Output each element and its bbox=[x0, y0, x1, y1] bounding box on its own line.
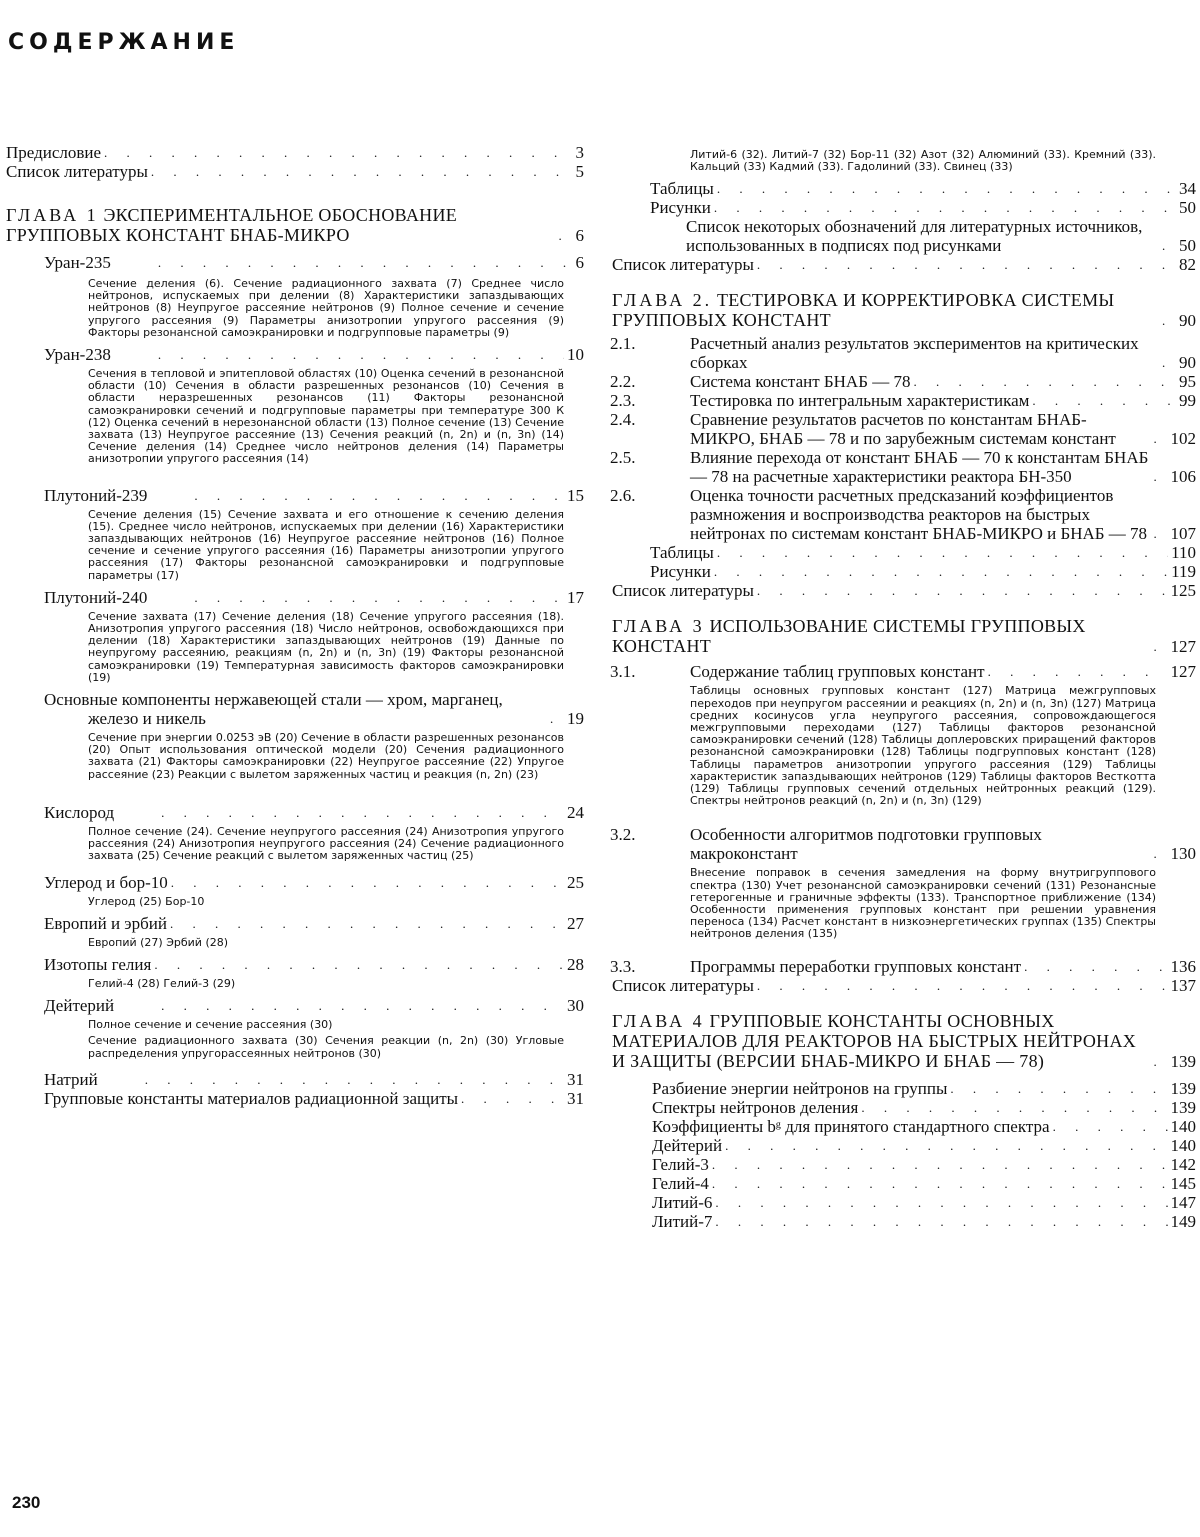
section-title: Расчетный анализ результатов экспериментов на критических сборках bbox=[690, 334, 1139, 373]
toc-entry-notation-list[interactable] bbox=[612, 217, 1196, 255]
section-title: Влияние перехода от констант БНАБ — 70 к константам БНАБ — 78 на расчетные характеристики реактора БН-350 bbox=[690, 448, 1149, 487]
toc-chapter-4[interactable] bbox=[612, 1011, 1196, 1071]
section-description: Углерод (25) Бор-10 bbox=[88, 894, 205, 908]
toc-entry-page: 130 bbox=[1170, 844, 1196, 864]
leader-dots bbox=[1162, 314, 1176, 327]
toc-entry-page: 34 bbox=[1179, 179, 1196, 199]
section-title: Плутоний-240 bbox=[44, 587, 148, 607]
toc-chapter-1[interactable] bbox=[6, 205, 584, 245]
section-description: Сечение захвата (17) Сечение деления (18) Сечение упругого рассеяния (18). Анизотропия упругого рассеяния (18) Число нейтронов, освобождающихся при делении (18) Характеристики запаздывающих нейтронов (19) Данные по неупругому рассеянию, реакциям (n, 2n) и (n, 3n) (19) Факторы резонансной самоэкранировки (19) Температурная зависимость факторов самоэкранировки (19) bbox=[88, 609, 564, 684]
section-title: Изотопы гелия bbox=[44, 954, 152, 974]
section-number bbox=[0, 996, 44, 1015]
section-title: Уран-238 bbox=[44, 345, 111, 365]
leader-dots bbox=[550, 712, 564, 725]
toc-entry-page: 99 bbox=[1179, 391, 1196, 411]
section-number: 2.5. bbox=[610, 448, 636, 468]
toc-entry-page: 142 bbox=[1170, 1154, 1196, 1174]
toc-entry-tables[interactable] bbox=[612, 179, 1196, 198]
leader-dots bbox=[1154, 847, 1168, 860]
leader-dots bbox=[757, 979, 1168, 992]
toc-chapter-3[interactable] bbox=[612, 616, 1196, 656]
toc-entry-title: Литий-6 bbox=[652, 1192, 713, 1212]
toc-entry-page: 119 bbox=[1171, 562, 1196, 582]
toc-entry-page: 50 bbox=[1179, 198, 1196, 218]
toc-section-1-12[interactable] bbox=[6, 1089, 584, 1108]
toc-entry-page: 5 bbox=[575, 162, 584, 181]
toc-entry-page: 139 bbox=[1170, 1097, 1196, 1117]
section-description: Европий (27) Эрбий (28) bbox=[88, 935, 229, 949]
leader-dots bbox=[158, 256, 573, 269]
chapter-label: ГЛАВА 4 bbox=[612, 1010, 705, 1031]
leader-dots bbox=[714, 565, 1168, 578]
toc-entry-item[interactable] bbox=[612, 1193, 1196, 1212]
leader-dots bbox=[913, 375, 1176, 388]
section-number: 2.3. bbox=[610, 391, 636, 411]
toc-entry-page: 27 bbox=[567, 913, 584, 933]
section-number bbox=[0, 253, 44, 272]
section-description: Таблицы основных групповых констант (127) Матрица межгрупповых переходов при неупругом рассеянии и реакциях (n, 2n) и (n, 3n) (127) Матрица средних косинусов угла неупругого рассеяния, сопровождающегося межгрупповыми переходами (127) Таблицы факторов резонансной самоэкранировки сечений (128) Таблицы доплеровских приращений факторов резонансной самоэкранировки (128) Таблицы подгрупповых констант (128) Таблицы параметров анизотропии упругого рассеяния (129) Таблицы характеристик запаздывающих нейтронов (129) Таблицы факторов Весткотта (129) Таблицы групповых сечений отдельных нейтронных реакций (129). Спектры нейтронов реакций (n, 2n) и (n, 3n) (129) bbox=[690, 684, 1156, 808]
leader-dots bbox=[1162, 356, 1176, 369]
section-description: Полное сечение (24). Сечение неупругого рассеяния (24) Анизотропия упругого рассеяния (24) Анизотропия неупругого рассеяния (24) Сечение радиационного захвата (25) Сечение реакций с вылетом заряженных частиц (25) bbox=[88, 824, 564, 863]
toc-section-1-2[interactable] bbox=[6, 345, 584, 364]
leader-dots bbox=[151, 165, 573, 178]
toc-entry-title: Гелий-3 bbox=[652, 1154, 709, 1174]
toc-entry-references[interactable] bbox=[612, 976, 1196, 995]
toc-entry-page: 107 bbox=[1170, 524, 1196, 544]
leader-dots bbox=[1154, 470, 1168, 483]
toc-entry-title: Таблицы bbox=[650, 179, 714, 199]
toc-section-1-11[interactable] bbox=[6, 1070, 584, 1089]
leader-dots bbox=[717, 182, 1176, 195]
section-title: Уран-235 bbox=[44, 253, 111, 272]
leader-dots bbox=[1024, 960, 1167, 973]
leader-dots bbox=[158, 348, 564, 361]
toc-entry-page: 6 bbox=[575, 226, 584, 245]
toc-entry-item[interactable] bbox=[612, 1136, 1196, 1155]
section-title: Оценка точности расчетных предсказаний коэффициентов размножения и воспроизводства реакторов на быстрых нейтронах по системам констант БНАБ-МИКРО и БНАБ — 78 bbox=[690, 486, 1148, 544]
toc-section-1-7[interactable] bbox=[6, 873, 584, 892]
toc-entry-page: 25 bbox=[567, 872, 584, 892]
toc-section-2-2[interactable] bbox=[612, 372, 1196, 391]
toc-entry-item[interactable] bbox=[612, 1155, 1196, 1174]
section-title: Основные компоненты нержавеющей стали — хром, марганец, железо и никель bbox=[44, 690, 503, 729]
leader-dots bbox=[714, 201, 1176, 214]
leader-dots bbox=[1154, 527, 1168, 540]
toc-entry-title: Таблицы bbox=[650, 543, 714, 563]
leader-dots bbox=[154, 958, 564, 971]
leader-dots bbox=[725, 1139, 1167, 1152]
toc-entry-tables[interactable] bbox=[612, 543, 1196, 562]
chapter-title: ЭКСПЕРИМЕНТАЛЬНОЕ ОБОСНОВАНИЕ ГРУППОВЫХ КОНСТАНТ БНАБ-МИКРО bbox=[6, 205, 458, 245]
toc-entry-page: 19 bbox=[567, 709, 584, 729]
toc-entry-page: 139 bbox=[1170, 1051, 1196, 1071]
toc-entry-preface[interactable] bbox=[6, 143, 584, 162]
section-number bbox=[0, 486, 44, 505]
toc-entry-figures[interactable] bbox=[612, 562, 1196, 581]
leader-dots bbox=[1032, 394, 1176, 407]
leader-dots bbox=[1154, 432, 1168, 445]
toc-entry-page: 31 bbox=[567, 1069, 584, 1089]
section-title: Натрий bbox=[44, 1069, 98, 1089]
toc-entry-page: 50 bbox=[1179, 236, 1196, 256]
section-number: 3.2. bbox=[610, 825, 636, 845]
section-title: Европий и эрбий bbox=[44, 913, 167, 933]
toc-entry-title: Литий-7 bbox=[652, 1211, 713, 1231]
toc-entry-page: 145 bbox=[1170, 1173, 1196, 1193]
section-number bbox=[0, 1070, 44, 1089]
toc-entry-title: Дейтерий bbox=[652, 1135, 723, 1155]
toc-entry-page: 6 bbox=[575, 253, 584, 272]
section-number: 2.4. bbox=[610, 410, 636, 430]
section-description: Гелий-4 (28) Гелий-3 (29) bbox=[88, 976, 236, 990]
leader-dots bbox=[1154, 1055, 1168, 1068]
toc-entry-page: 15 bbox=[567, 485, 584, 505]
toc-entry-title: Список литературы bbox=[612, 255, 754, 275]
section-title: Тестировка по интегральным характеристикам bbox=[690, 391, 1030, 411]
toc-section-2-6[interactable] bbox=[612, 486, 1196, 543]
leader-dots bbox=[861, 1101, 1167, 1114]
toc-entry-title: Коэффициенты bᵍ для принятого стандартного спектра bbox=[652, 1116, 1050, 1136]
leader-dots bbox=[194, 489, 564, 502]
leader-dots bbox=[712, 1158, 1168, 1171]
toc-section-1-10[interactable] bbox=[6, 996, 584, 1015]
toc-section-1-8[interactable] bbox=[6, 914, 584, 933]
toc-entry-page: 140 bbox=[1170, 1116, 1196, 1136]
leader-dots bbox=[757, 584, 1168, 597]
toc-section-3-2[interactable] bbox=[612, 825, 1196, 863]
section-number: 2.6. bbox=[610, 486, 636, 506]
toc-entry-title: Список литературы bbox=[612, 975, 754, 995]
section-title: Дейтерий bbox=[44, 996, 115, 1016]
toc-entry-page: 30 bbox=[567, 996, 584, 1016]
toc-section-3-3[interactable] bbox=[612, 957, 1196, 976]
toc-entry-figures[interactable] bbox=[612, 198, 1196, 217]
toc-entry-page: 127 bbox=[1170, 662, 1196, 682]
toc-entry-page: 10 bbox=[567, 345, 584, 365]
section-title: Особенности алгоритмов подготовки групповых макроконстант bbox=[690, 825, 1042, 864]
section-title: Углерод и бор-10 bbox=[44, 872, 168, 892]
leader-dots bbox=[715, 1215, 1167, 1228]
toc-chapter-2[interactable] bbox=[612, 290, 1196, 330]
toc-entry-page: 139 bbox=[1170, 1078, 1196, 1098]
leader-dots bbox=[161, 806, 564, 819]
section-number: 2.2. bbox=[610, 372, 636, 392]
leader-dots bbox=[1162, 239, 1176, 252]
leader-dots bbox=[715, 1196, 1167, 1209]
toc-entry-page: 137 bbox=[1170, 975, 1196, 995]
leader-dots bbox=[161, 999, 564, 1012]
section-number bbox=[0, 803, 44, 822]
toc-section-2-4[interactable] bbox=[612, 410, 1196, 448]
toc-entry-title: Список некоторых обозначений для литературных источников, использованных в подписях под рисунками bbox=[686, 217, 1143, 256]
section-title: Программы переработки групповых констант bbox=[690, 956, 1022, 976]
leader-dots bbox=[559, 229, 573, 242]
toc-section-2-1[interactable] bbox=[612, 334, 1196, 372]
leader-dots bbox=[988, 665, 1168, 678]
toc-entry-page: 24 bbox=[567, 802, 584, 822]
leader-dots bbox=[170, 917, 564, 930]
leader-dots bbox=[950, 1082, 1167, 1095]
toc-entry-item[interactable] bbox=[612, 1117, 1196, 1136]
section-title: Содержание таблиц групповых констант bbox=[690, 662, 985, 682]
leader-dots bbox=[461, 1092, 564, 1105]
toc-entry-page: 28 bbox=[567, 954, 584, 974]
section-description-continued: Литий-6 (32). Литий-7 (32) Бор-11 (32) Азот (32) Алюминий (33). Кремний (33). Кальций (33) Кадмий (33). Гадолиний (33). Свинец (33) bbox=[690, 148, 1156, 174]
chapter-label: ГЛАВА 3 bbox=[612, 616, 705, 637]
section-description: Сечения в тепловой и эпитепловой областях (10) Оценка сечений в резонансной области (10) Сечения в области разрешенных резонансов (10) Сечения в области неразрешенных резонансов (11) Факторы резонансной самоэкранировки сечений и подгрупповые параметры при температуре 300 К (12) Оценка сечений в нерезонансной области (13) Полное сечение (13) Сечение захвата (13) Неупругое рассеяние (13) Сечения реакций (n, 2n) и (n, 3n) (14) Сечение деления (14) Среднее число нейтронов деления (14) Параметры анизотропии упругого рассеяния (14) bbox=[88, 367, 564, 466]
section-number bbox=[0, 914, 44, 933]
toc-entry-item[interactable] bbox=[612, 1079, 1196, 1098]
toc-entry-page: 136 bbox=[1170, 956, 1196, 976]
section-description: Внесение поправок в сечения замедления на форму внутригруппового спектра (130) Учет резонансной самоэкранировки сечений (131) Резонансные гетерогенные и граничные эффекты (133). Транспортное приближение (134) Особенности применения групповых констант при решении уравнения переноса (134) Расчет констант в низкоэнергетических группах (135) Спектры нейтронов деления (135) bbox=[690, 866, 1156, 941]
chapter-label: ГЛАВА 2. bbox=[612, 290, 713, 311]
chapter-label: ГЛАВА 1 bbox=[6, 205, 99, 225]
toc-entry-references[interactable] bbox=[612, 255, 1196, 274]
section-description: Сечение при энергии 0.0253 эВ (20) Сечение в области разрешенных резонансов (20) Опыт использования оптической модели (20) Сечения радиационного захвата (21) Факторы самоэкранировки (22) Неупругое рассеяние (22) Упругое рассеяние (23) Реакции с вылетом заряженных частиц и реакция (n, 2n) (23) bbox=[88, 731, 564, 781]
section-number bbox=[0, 345, 44, 364]
toc-section-1-6[interactable] bbox=[6, 803, 584, 822]
toc-entry-title: Рисунки bbox=[650, 562, 711, 582]
toc-entry-page: 17 bbox=[567, 587, 584, 607]
section-number bbox=[0, 873, 44, 892]
toc-entry-page: 102 bbox=[1170, 429, 1196, 449]
section-title: Кислород bbox=[44, 802, 115, 822]
leader-dots bbox=[194, 591, 564, 604]
section-number: 3.3. bbox=[610, 956, 636, 976]
section-title: Сравнение результатов расчетов по константам БНАБ-МИКРО, БНАБ — 78 и по зарубежным системам констант bbox=[690, 410, 1116, 449]
leader-dots bbox=[717, 546, 1168, 559]
toc-entry-page: 106 bbox=[1170, 467, 1196, 487]
toc-entry-page: 90 bbox=[1179, 311, 1196, 331]
toc-entry-title: Гелий-4 bbox=[652, 1173, 709, 1193]
section-title: Система констант БНАБ — 78 bbox=[690, 372, 911, 392]
toc-entry-title: Предисловие bbox=[6, 143, 102, 162]
toc-entry-item[interactable] bbox=[612, 1212, 1196, 1231]
toc-section-2-3[interactable] bbox=[612, 391, 1196, 410]
toc-entry-title: Спектры нейтронов деления bbox=[652, 1097, 859, 1117]
section-number bbox=[0, 690, 44, 709]
leader-dots bbox=[757, 258, 1176, 271]
toc-entry-page: 147 bbox=[1170, 1192, 1196, 1212]
chapter-title: ГРУППОВЫЕ КОНСТАНТЫ ОСНОВНЫХ МАТЕРИАЛОВ ДЛЯ РЕАКТОРОВ НА БЫСТРЫХ НЕЙТРОНАХ И ЗАЩИТЫ (ВЕРСИИ БНАБ-МИКРО И БНАБ — 78) bbox=[612, 1010, 1137, 1071]
leader-dots bbox=[145, 1073, 564, 1086]
toc-section-1-9[interactable] bbox=[6, 955, 584, 974]
toc-entry-page: 149 bbox=[1170, 1211, 1196, 1231]
section-description: Полное сечение и сечение рассеяния (30) bbox=[88, 1018, 333, 1032]
toc-entry-page: 31 bbox=[567, 1088, 584, 1108]
toc-entry-title: Список литературы bbox=[6, 162, 148, 181]
section-number: 2.1. bbox=[610, 334, 636, 354]
toc-section-1-3[interactable] bbox=[6, 486, 584, 505]
leader-dots bbox=[1154, 640, 1168, 653]
page-number: 230 bbox=[12, 1493, 41, 1512]
toc-entry-page: 140 bbox=[1170, 1135, 1196, 1155]
toc-entry-title: Рисунки bbox=[650, 198, 711, 218]
toc-section-1-5[interactable] bbox=[6, 690, 584, 728]
section-number bbox=[0, 588, 44, 607]
toc-entry-references[interactable] bbox=[612, 581, 1196, 600]
section-description: Сечение деления (15) Сечение захвата и его отношение к сечению деления (15). Среднее число нейтронов, испускаемых при делении (16) Характеристики запаздывающих нейтронов (16) Неупругое рассеяние нейтронов (16) Полное сечение и сечение упругого рассеяния (16) Параметры анизотропии упругого рассеяния (17) Факторы резонансной самоэкранировки и подгрупповые параметры (17) bbox=[88, 507, 564, 582]
toc-section-1-1[interactable] bbox=[6, 253, 584, 272]
section-title: Групповые константы материалов радиационной защиты bbox=[44, 1088, 459, 1108]
section-description: Сечение деления (6). Сечение радиационного захвата (7) Среднее число нейтронов, испускаемых при делении (8) Характеристики запаздывающих нейтронов (8) Неупругое рассеяние нейтронов (9) Полное сечение и сечение упругого рассеяния (9) Параметры анизотропии упругого рассеяния (9) Факторы резонансной самоэкранировки и подгрупповые параметры (9) bbox=[88, 277, 564, 339]
leader-dots bbox=[104, 146, 572, 159]
toc-entry-page: 95 bbox=[1179, 372, 1196, 392]
section-description: Сечение радиационного захвата (30) Сечения реакции (n, 2n) (30) Угловые распределения упругорассеянных нейтронов (30) bbox=[88, 1034, 564, 1060]
toc-entry-item[interactable] bbox=[612, 1098, 1196, 1117]
toc-entry-title: Разбиение энергии нейтронов на группы bbox=[652, 1078, 948, 1098]
toc-entry-page: 110 bbox=[1171, 543, 1196, 563]
section-number bbox=[0, 1089, 44, 1108]
toc-section-3-1[interactable] bbox=[612, 662, 1196, 681]
toc-entry-page: 3 bbox=[575, 143, 584, 162]
section-title: Плутоний-239 bbox=[44, 485, 148, 505]
toc-entry-item[interactable] bbox=[612, 1174, 1196, 1193]
toc-entry-references[interactable] bbox=[6, 162, 584, 181]
toc-section-1-4[interactable] bbox=[6, 588, 584, 607]
chapter-title: ТЕСТИРОВКА И КОРРЕКТИРОВКА СИСТЕМЫ ГРУППОВЫХ КОНСТАНТ bbox=[612, 290, 1115, 331]
leader-dots bbox=[712, 1177, 1168, 1190]
toc-entry-page: 82 bbox=[1179, 255, 1196, 275]
chapter-title: ИСПОЛЬЗОВАНИЕ СИСТЕМЫ ГРУППОВЫХ КОНСТАНТ bbox=[612, 616, 1086, 657]
toc-right-column bbox=[612, 143, 1196, 1231]
section-number bbox=[0, 955, 44, 974]
toc-entry-page: 127 bbox=[1170, 637, 1196, 657]
section-number: 3.1. bbox=[610, 662, 636, 682]
leader-dots bbox=[171, 876, 564, 889]
toc-section-2-5[interactable] bbox=[612, 448, 1196, 486]
toc-entry-page: 125 bbox=[1170, 581, 1196, 601]
page-heading: СОДЕРЖАНИЕ bbox=[8, 30, 240, 55]
toc-entry-title: Список литературы bbox=[612, 581, 754, 601]
toc-left-column bbox=[6, 143, 584, 1108]
leader-dots bbox=[1053, 1120, 1168, 1133]
toc-entry-page: 90 bbox=[1179, 353, 1196, 373]
